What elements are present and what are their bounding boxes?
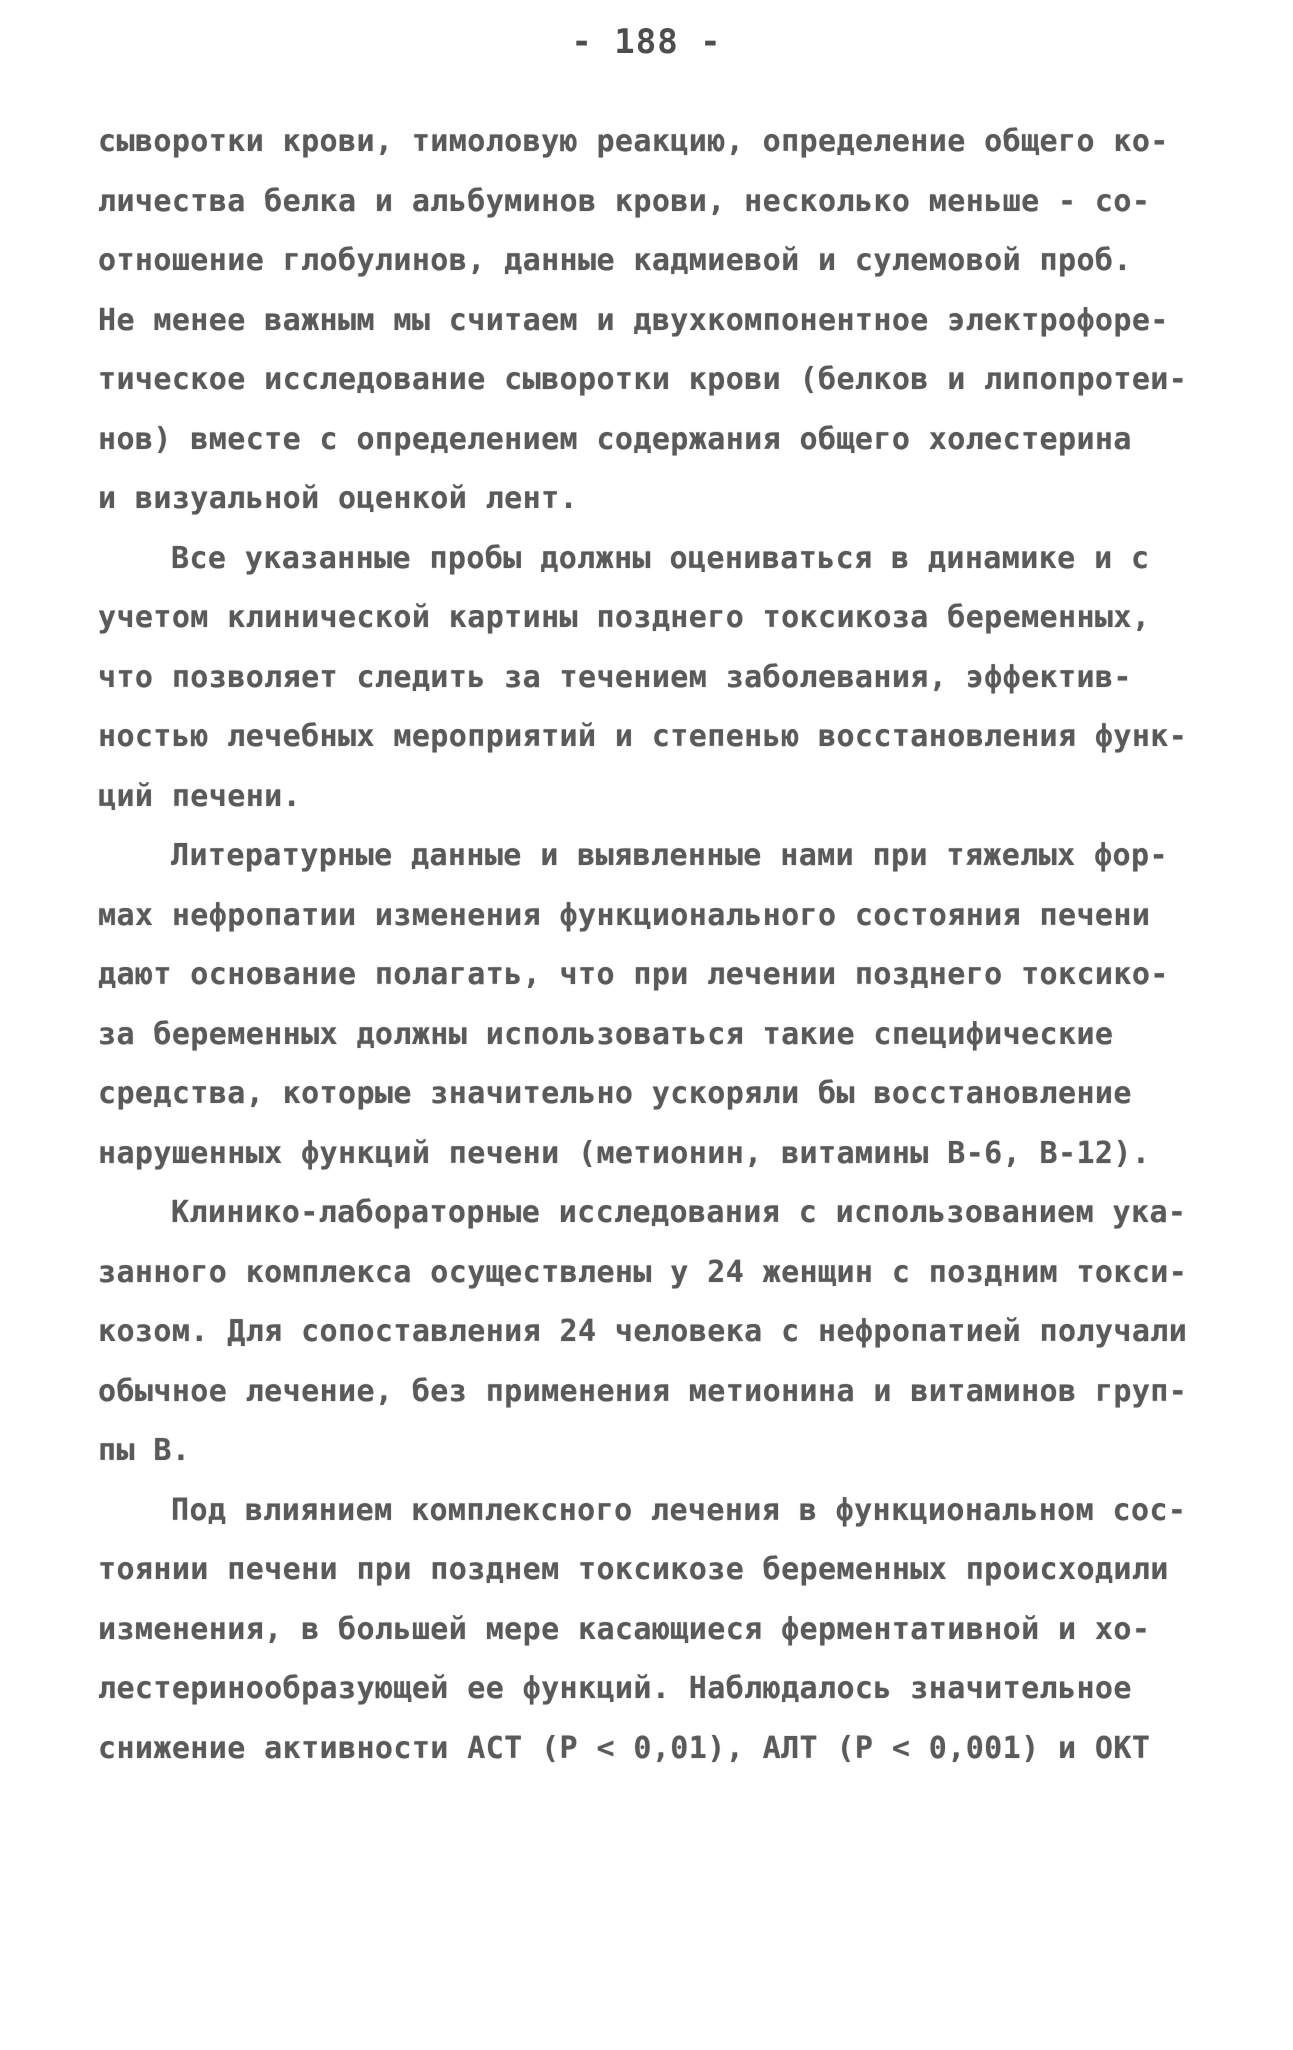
- paragraph-4: [98, 1183, 1188, 1481]
- text-line: мах нефропатии изменения функционального состояния печени: [98, 897, 1151, 933]
- text-line: нарушенных функций печени (метионин, витамины В-6, В-12).: [98, 1135, 1151, 1171]
- text-line: пы В.: [98, 1433, 191, 1468]
- text-line: Не менее важным мы считаем и двухкомпонентное электрофоре-: [98, 302, 1169, 338]
- text-line: Под влиянием комплексного лечения в функциональном сос-: [171, 1492, 1187, 1528]
- paragraph-3: [98, 826, 1188, 1183]
- text-line: сыворотки крови, тимоловую реакцию, определение общего ко-: [98, 124, 1169, 159]
- text-line: Все указанные пробы должны оцениваться в динамике и с: [171, 540, 1150, 576]
- body-text: [98, 112, 1188, 1778]
- text-line: изменения, в большей мере касающиеся ферментативной и хо-: [98, 1611, 1151, 1647]
- text-line: учетом клинической картины позднего токсикоза беременных,: [98, 600, 1151, 635]
- text-line: и визуальной оценкой лент.: [98, 481, 578, 516]
- text-line: лестеринообразующей ее функций. Наблюдалось значительное: [98, 1671, 1132, 1706]
- page-number: - 188 -: [571, 22, 722, 62]
- text-line: Литературные данные и выявленные нами при тяжелых фор-: [171, 838, 1168, 873]
- text-line: обычное лечение, без применения метионина и витаминов груп-: [98, 1373, 1188, 1409]
- paragraph-1: [98, 112, 1188, 529]
- text-line: отношение глобулинов, данные кадмиевой и сулемовой проб.: [98, 243, 1132, 278]
- text-line: ций печени.: [98, 778, 302, 814]
- text-line: снижение активности АСТ (Р < 0,01), АЛТ (Р < 0,001) и ОКТ: [98, 1730, 1151, 1766]
- text-line: за беременных должны использоваться такие специфические: [98, 1016, 1114, 1052]
- text-line: ностью лечебных мероприятий и степенью восстановления функ-: [98, 719, 1188, 754]
- text-line: Клинико-лабораторные исследования с использованием ука-: [171, 1195, 1187, 1230]
- text-line: тоянии печени при позднем токсикозе беременных происходили: [98, 1552, 1169, 1587]
- text-line: что позволяет следить за течением заболевания, эффектив-: [98, 659, 1132, 695]
- text-line: средства, которые значительно ускоряли бы восстановление: [98, 1076, 1132, 1111]
- text-line: нов) вместе с определением содержания общего холестерина: [98, 421, 1132, 457]
- text-line: тическое исследование сыворотки крови (белков и липопротеи-: [98, 362, 1188, 397]
- paragraph-2: [98, 529, 1188, 827]
- text-line: занного комплекса осуществлены у 24 женщин с поздним токси-: [98, 1254, 1188, 1290]
- text-line: дают основание полагать, что при лечении позднего токсико-: [98, 957, 1169, 992]
- text-line: козом. Для сопоставления 24 человека с нефропатией получали: [98, 1314, 1188, 1349]
- paragraph-5: [98, 1481, 1188, 1779]
- text-line: личества белка и альбуминов крови, несколько меньше - со-: [98, 183, 1151, 219]
